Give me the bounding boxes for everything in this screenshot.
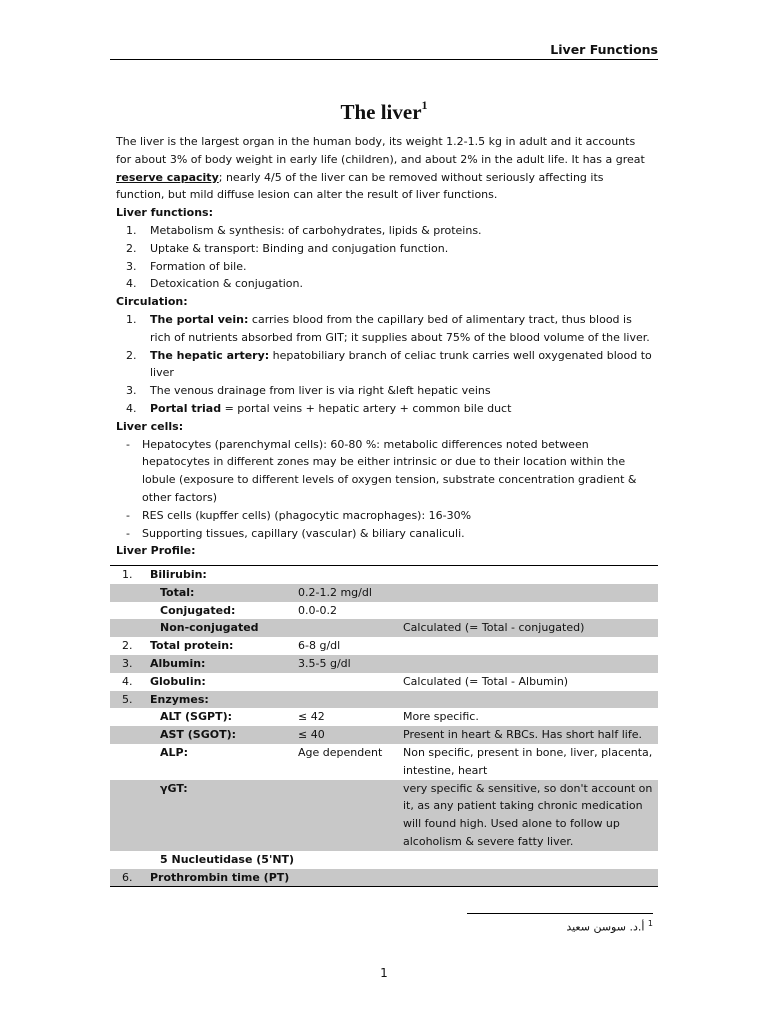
intro-emphasis: reserve capacity <box>116 170 219 184</box>
test-name: ALP: <box>160 745 188 759</box>
row-number-cell <box>110 708 150 726</box>
table-row <box>110 655 658 673</box>
table-row <box>110 691 658 709</box>
page-number: 1 <box>380 966 388 980</box>
test-name-cell <box>150 637 298 655</box>
row-number-cell <box>110 691 150 709</box>
row-number-cell <box>110 619 150 637</box>
list-text: hepatobiliary branch of celiac trunk carries well oxygenated blood to liver <box>150 348 652 380</box>
normal-value: 3.5-5 g/dl <box>298 655 403 673</box>
page-title <box>0 100 768 125</box>
test-name-cell <box>150 584 298 602</box>
list-item <box>116 222 652 240</box>
normal-value <box>298 780 403 851</box>
functions-list <box>116 222 652 293</box>
page-title-text: The liver <box>340 100 422 124</box>
row-number-cell <box>110 673 150 691</box>
test-name-cell <box>150 566 298 584</box>
list-number: 3. <box>126 384 137 398</box>
row-number-cell <box>110 780 150 851</box>
list-text: Detoxication & conjugation. <box>150 277 304 291</box>
table-row <box>110 566 658 584</box>
circulation-list <box>116 311 652 418</box>
row-number: 5. <box>122 692 133 706</box>
circulation-heading: Circulation: <box>116 295 188 309</box>
list-item <box>116 525 652 543</box>
test-note: Present in heart & RBCs. Has short half life. <box>403 726 658 744</box>
row-number-cell <box>110 637 150 655</box>
list-text: Hepatocytes (parenchymal cells): 60-80 %: metabolic differences noted between hepatocytes in different zones may be either intrinsic or due to their location within the lobule (exposure to different levels of oxygen tension, substrate concentration gradient & other factors) <box>142 437 637 504</box>
list-text: Metabolism & synthesis: of carbohydrates, lipids & proteins. <box>150 223 482 237</box>
document-body <box>116 133 652 560</box>
row-number-cell <box>110 584 150 602</box>
normal-value <box>298 869 403 887</box>
table-row <box>110 584 658 602</box>
row-number-cell <box>110 851 150 869</box>
test-note <box>403 655 658 673</box>
list-number: 3. <box>126 259 137 273</box>
normal-value: 0.0-0.2 <box>298 603 337 617</box>
list-item <box>116 275 652 293</box>
list-label: Portal triad <box>150 401 222 415</box>
list-item <box>116 240 652 258</box>
row-number: 2. <box>122 639 133 653</box>
test-name-cell <box>150 869 298 887</box>
normal-value <box>298 619 403 637</box>
table-row <box>110 708 658 726</box>
footnote-divider <box>467 913 653 914</box>
functions-heading: Liver functions: <box>116 206 213 220</box>
list-text: The venous drainage from liver is via right &left hepatic veins <box>150 384 491 398</box>
list-item <box>116 507 652 525</box>
test-name-cell <box>150 780 298 851</box>
test-name: Enzymes: <box>150 692 209 706</box>
cells-heading: Liver cells: <box>116 419 184 433</box>
list-number: 1. <box>126 312 137 326</box>
list-text: RES cells (kupffer cells) (phagocytic macrophages): 16-30% <box>142 508 472 522</box>
test-note: Calculated (= Total - conjugated) <box>403 619 658 637</box>
row-number-cell <box>110 655 150 673</box>
test-note <box>403 637 658 655</box>
table-row <box>110 726 658 744</box>
test-note <box>403 869 658 887</box>
list-dash: - <box>126 508 130 522</box>
test-name-cell <box>150 602 298 620</box>
list-number: 2. <box>126 241 137 255</box>
test-name: Conjugated: <box>160 603 236 617</box>
list-item <box>116 258 652 276</box>
test-note: Non specific, present in bone, liver, placenta, intestine, heart <box>403 745 653 777</box>
test-note <box>403 602 658 620</box>
list-label: The hepatic artery: <box>150 348 270 362</box>
table-row <box>110 637 658 655</box>
test-note <box>403 584 658 602</box>
row-number-cell <box>110 566 150 584</box>
intro-text-2: ; nearly 4/5 of the liver can be removed without seriously affecting its function, but mild diffuse lesion can alter the result of liver functions. <box>116 170 604 202</box>
test-name-cell <box>150 655 298 673</box>
normal-value: Age dependent <box>298 745 383 759</box>
test-name-cell <box>150 673 298 691</box>
list-text: carries blood from the capillary bed of alimentary tract, thus blood is rich of nutrients absorbed from GIT; it supplies about 75% of the blood volume of the liver. <box>150 312 650 344</box>
table-row <box>110 673 658 691</box>
row-number: 1. <box>122 568 133 581</box>
intro-text-1: The liver is the largest organ in the human body, its weight 1.2-1.5 kg in adult and it accounts for about 3% of body weight in early life (children), and about 2% in the adult life. It has a great <box>116 135 645 166</box>
test-note: Calculated (= Total - Albumin) <box>403 674 569 688</box>
test-note <box>403 851 658 869</box>
list-number: 1. <box>126 223 137 237</box>
list-item <box>116 347 652 383</box>
list-text: Supporting tissues, capillary (vascular) & biliary canaliculi. <box>142 526 465 540</box>
profile-table-body <box>110 566 658 887</box>
test-name: Albumin: <box>150 656 206 670</box>
normal-value: ≤ 42 <box>298 710 325 724</box>
list-dash: - <box>126 526 130 540</box>
row-number: 4. <box>122 674 133 688</box>
test-name-cell <box>150 708 298 726</box>
test-name-cell <box>150 851 298 869</box>
row-number-cell <box>110 869 150 887</box>
table-row <box>110 619 658 637</box>
table-row <box>110 780 658 851</box>
list-number: 4. <box>126 401 137 415</box>
normal-value: ≤ 40 <box>298 726 403 744</box>
profile-heading: Liver Profile: <box>116 544 196 558</box>
table-row <box>110 869 658 887</box>
list-text: Uptake & transport: Binding and conjugation function. <box>150 241 449 255</box>
test-name: 5 Nucleutidase (5'NT) <box>160 852 295 866</box>
row-number-cell <box>110 602 150 620</box>
test-name-cell <box>150 726 298 744</box>
test-name: γGT: <box>160 781 188 795</box>
list-item <box>116 311 652 347</box>
row-number-cell <box>110 726 150 744</box>
test-note: very specific & sensitive, so don't account on it, as any patient taking chronic medication will found high. Used alone to follow up alcoholism & severe fatty liver. <box>403 780 658 851</box>
row-number: 3. <box>122 656 133 670</box>
normal-value: 0.2-1.2 mg/dl <box>298 584 403 602</box>
row-number: 6. <box>122 870 133 884</box>
cells-list <box>116 436 652 543</box>
table-row <box>110 602 658 620</box>
row-number-cell <box>110 744 150 780</box>
test-name: ALT (SGPT): <box>160 710 233 724</box>
running-header: Liver Functions <box>110 42 658 60</box>
list-item <box>116 382 652 400</box>
test-name: Prothrombin time (PT) <box>150 870 290 884</box>
test-name: Non-conjugated <box>160 621 259 635</box>
test-note <box>403 566 658 584</box>
list-label: The portal vein: <box>150 312 249 326</box>
footnote-number: 1 <box>647 919 653 928</box>
list-item <box>116 436 652 507</box>
title-footnote-ref: 1 <box>421 98 428 112</box>
list-number: 4. <box>126 277 137 291</box>
test-name: Bilirubin: <box>150 568 207 581</box>
test-name-cell <box>150 691 298 709</box>
test-name: Globulin: <box>150 674 206 688</box>
test-name-cell <box>150 619 298 637</box>
test-note: More specific. <box>403 710 479 724</box>
normal-value: 6-8 g/dl <box>298 639 341 653</box>
normal-value <box>298 566 403 584</box>
test-name: Total: <box>160 585 195 599</box>
table-row <box>110 851 658 869</box>
liver-profile-table <box>110 565 658 887</box>
footnote-text: أ.د. سوسن سعيد <box>566 920 645 934</box>
table-row <box>110 744 658 780</box>
normal-value <box>298 851 403 869</box>
list-text: Formation of bile. <box>150 259 247 273</box>
list-item <box>116 400 652 418</box>
list-dash: - <box>126 437 130 451</box>
list-text: = portal veins + hepatic artery + common bile duct <box>221 401 512 415</box>
footnote <box>470 919 653 934</box>
test-name-cell <box>150 744 298 780</box>
test-name: AST (SGOT): <box>160 728 237 742</box>
intro-paragraph <box>116 133 652 204</box>
normal-value <box>298 691 403 709</box>
list-number: 2. <box>126 348 137 362</box>
normal-value <box>298 673 403 691</box>
test-name: Total protein: <box>150 639 234 653</box>
test-note <box>403 691 658 709</box>
